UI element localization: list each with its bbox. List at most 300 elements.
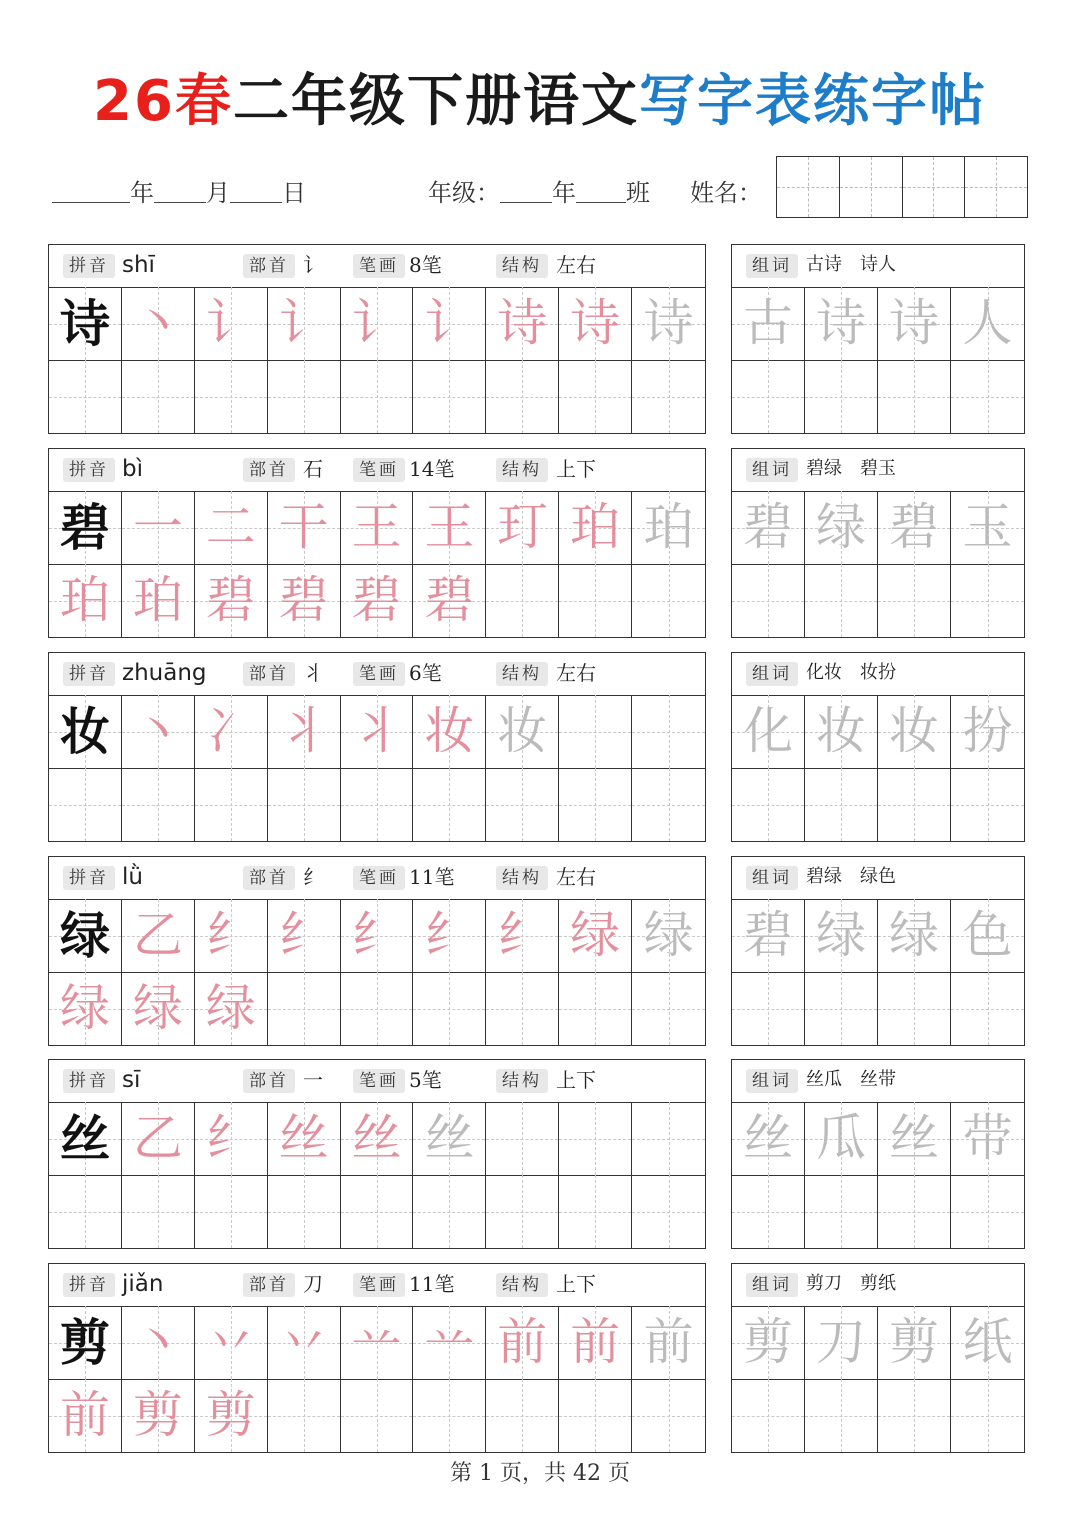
grid-cell[interactable] [559,1379,632,1452]
grid-cell[interactable] [195,287,268,360]
grid-cell[interactable] [805,768,878,841]
words-label: 组词 [746,866,798,890]
grid-cell[interactable] [805,1306,878,1379]
grid-cell[interactable] [413,491,486,564]
stroke-order-step: 纟 [497,906,548,964]
grid-cell[interactable] [341,564,414,637]
grid-cell[interactable] [268,491,341,564]
grid-cell[interactable] [413,972,486,1045]
grid-cell[interactable] [268,1175,341,1248]
radical-label: 部首 [243,1069,295,1093]
grid-cell[interactable] [632,564,705,637]
grid-cell[interactable] [413,1306,486,1379]
stroke-order-step: 珀 [643,498,694,556]
grid-cell[interactable] [486,899,559,972]
grid-cell[interactable] [878,1306,951,1379]
radical-label: 部首 [243,1273,295,1297]
grid-cell[interactable] [49,1175,122,1248]
grid-cell[interactable] [122,1102,195,1175]
grid-cell[interactable] [486,287,559,360]
grid-cell[interactable] [632,1102,705,1175]
grid-row [49,695,705,769]
word-info-bar [732,245,1024,288]
pinyin-value: bì [122,456,143,482]
grid-cell[interactable] [732,1379,805,1452]
grid-cell[interactable] [268,972,341,1045]
pinyin-label: 拼音 [63,1069,115,1093]
grid-cell[interactable] [805,1102,878,1175]
structure-label: 结构 [496,254,548,278]
grid-cell[interactable] [805,1379,878,1452]
grid-cell[interactable] [195,1175,268,1248]
grid-cell[interactable] [559,1175,632,1248]
word-trace-character: 绿 [889,906,939,964]
grade-blank[interactable] [500,180,552,203]
grid-cell[interactable] [632,1379,705,1452]
grid-cell[interactable] [559,899,632,972]
grid-cell[interactable] [805,287,878,360]
stroke-order-step: 一 [132,498,183,556]
name-label: 姓名： [690,179,762,207]
stroke-order-step: 干 [278,498,329,556]
word-panel [731,1059,1025,1249]
grid-cell[interactable] [486,360,559,433]
month-char: 月 [206,179,230,207]
grid-cell[interactable] [805,1175,878,1248]
grid-row [49,287,705,361]
word-trace-character: 带 [962,1109,1013,1167]
word-trace-character: 妆 [816,702,866,760]
grid-cell[interactable] [122,695,195,768]
grid-cell[interactable] [951,287,1024,360]
stroke-order-step: 剪 [132,1386,183,1444]
grid-cell[interactable] [341,360,414,433]
grid-cell[interactable] [486,768,559,841]
character-info-bar [49,653,705,696]
grid-cell[interactable] [195,972,268,1045]
grid-cell[interactable] [951,768,1024,841]
model-character: 妆 [59,702,110,761]
grid-cell[interactable] [878,287,951,360]
stroke-order-step: 丝 [351,1109,402,1167]
grid-cell[interactable] [341,1102,414,1175]
grid-cell[interactable] [951,695,1024,768]
grid-cell[interactable] [732,1102,805,1175]
word-writing-grid [732,287,1024,433]
stroke-order-step: 丶 [132,1313,183,1371]
grid-row [732,972,1024,1045]
grid-cell[interactable] [486,1379,559,1452]
grid-cell[interactable] [878,1379,951,1452]
grid-cell[interactable] [951,1306,1024,1379]
page-title [0,62,1080,142]
word-trace-character: 诗 [889,294,939,352]
word-writing-grid [732,491,1024,637]
grid-cell[interactable] [878,1175,951,1248]
grid-cell[interactable] [413,899,486,972]
grid-cell[interactable] [732,1306,805,1379]
pinyin-label: 拼音 [63,866,115,890]
stroke-order-step: 前 [643,1313,694,1371]
writing-grid [49,695,705,841]
grid-cell[interactable] [341,287,414,360]
stroke-order-step: 妆 [424,702,475,760]
grid-cell[interactable] [559,287,632,360]
stroke-order-step: 纟 [205,1109,256,1167]
year-blank[interactable] [52,180,130,203]
stroke-order-step: 丷 [278,1313,329,1371]
grid-cell[interactable] [878,491,951,564]
radical-value: 一 [303,1068,323,1092]
grid-cell[interactable] [951,564,1024,637]
stroke-order-step: 讠 [278,294,329,352]
grid-cell[interactable] [559,564,632,637]
grid-cell[interactable] [805,360,878,433]
word-trace-character: 化 [743,702,793,760]
words-value: 古诗 诗人 [806,254,896,275]
strokes-value: 6笔 [409,661,442,685]
grid-cell[interactable] [632,1306,705,1379]
grid-cell[interactable] [732,972,805,1045]
grid-cell[interactable] [341,899,414,972]
grid-cell[interactable] [341,1175,414,1248]
grid-cell[interactable] [341,695,414,768]
structure-value: 左右 [556,865,596,889]
name-cell[interactable] [777,157,840,217]
grid-cell[interactable] [195,491,268,564]
grid-cell[interactable] [805,695,878,768]
grid-cell[interactable] [632,491,705,564]
stroke-order-step: 冫 [205,702,256,760]
grid-row [732,1175,1024,1248]
grid-cell[interactable] [341,768,414,841]
radical-value: 刀 [303,1272,323,1296]
grid-cell[interactable] [413,695,486,768]
stroke-order-step: 丝 [424,1109,475,1167]
grid-cell[interactable] [49,1102,122,1175]
grid-cell[interactable] [559,1102,632,1175]
model-character: 剪 [59,1313,110,1372]
word-trace-character: 碧 [889,498,939,556]
structure-value: 上下 [556,457,596,481]
grid-cell[interactable] [49,1306,122,1379]
name-grid[interactable] [776,156,1028,218]
radical-value: 讠 [303,253,323,277]
grid-cell[interactable] [341,1306,414,1379]
pinyin-label: 拼音 [63,662,115,686]
word-panel [731,1263,1025,1453]
grid-cell[interactable] [49,1379,122,1452]
grid-cell[interactable] [49,564,122,637]
grid-cell[interactable] [559,768,632,841]
grid-row [49,564,705,637]
word-panel [731,652,1025,842]
grid-cell[interactable] [268,768,341,841]
grid-row [49,1306,705,1380]
grid-cell[interactable] [413,1102,486,1175]
grid-row [732,1102,1024,1176]
stroke-order-step: 碧 [424,571,475,629]
grid-cell[interactable] [122,1175,195,1248]
stroke-order-step: 讠 [351,294,402,352]
grid-row [49,491,705,565]
grid-cell[interactable] [195,1102,268,1175]
grid-cell[interactable] [122,1306,195,1379]
structure-value: 上下 [556,1068,596,1092]
radical-label: 部首 [243,254,295,278]
stroke-order-step: 诗 [497,294,548,352]
grid-row [49,1175,705,1248]
radical-value: 石 [303,457,323,481]
grid-cell[interactable] [878,899,951,972]
grid-cell[interactable] [49,768,122,841]
word-info-bar [732,653,1024,696]
grid-cell[interactable] [268,360,341,433]
stroke-order-step: 䒑 [351,1313,402,1371]
grid-cell[interactable] [632,768,705,841]
grid-cell[interactable] [951,1102,1024,1175]
grid-cell[interactable] [413,1175,486,1248]
model-character: 碧 [59,498,110,557]
grid-cell[interactable] [195,1379,268,1452]
grid-cell[interactable] [732,899,805,972]
grid-row [732,695,1024,769]
grid-cell[interactable] [413,768,486,841]
word-trace-character: 人 [962,294,1013,352]
stroke-order-step: 王 [424,498,475,556]
pinyin-value: zhuāng [122,660,207,686]
grid-cell[interactable] [632,1175,705,1248]
grid-cell[interactable] [878,1102,951,1175]
grid-cell[interactable] [122,972,195,1045]
grid-cell[interactable] [951,899,1024,972]
strokes-value: 5笔 [409,1068,442,1092]
strokes-label: 笔画 [353,254,405,278]
strokes-value: 8笔 [409,253,442,277]
grid-cell[interactable] [559,360,632,433]
grid-cell[interactable] [122,564,195,637]
grid-cell[interactable] [632,287,705,360]
word-trace-character: 色 [962,906,1013,964]
grid-cell[interactable] [732,695,805,768]
model-character: 绿 [59,906,110,965]
grid-cell[interactable] [486,972,559,1045]
stroke-order-step: 妆 [497,702,548,760]
grade-label: 年级： [428,179,500,207]
stroke-order-step: 丶 [132,702,183,760]
grid-cell[interactable] [951,972,1024,1045]
grid-cell[interactable] [49,287,122,360]
strokes-label: 笔画 [353,662,405,686]
stroke-order-step: 前 [59,1386,110,1444]
words-value: 碧绿 碧玉 [806,458,896,479]
words-value: 丝瓜 丝带 [806,1069,896,1090]
grid-cell[interactable] [951,1175,1024,1248]
character-info-bar [49,1264,705,1307]
word-trace-character: 绿 [816,498,866,556]
day-blank[interactable] [230,180,282,203]
grid-cell[interactable] [49,360,122,433]
character-panel [48,652,706,842]
grid-cell[interactable] [878,768,951,841]
word-info-bar [732,1264,1024,1307]
grid-cell[interactable] [732,287,805,360]
year-char: 年 [130,179,154,207]
character-info-bar [49,449,705,492]
radical-label: 部首 [243,662,295,686]
grid-cell[interactable] [805,899,878,972]
grid-cell[interactable] [413,564,486,637]
word-info-bar [732,449,1024,492]
stroke-order-step: 丬 [278,702,329,760]
grid-cell[interactable] [268,1379,341,1452]
pinyin-label: 拼音 [63,254,115,278]
grid-cell[interactable] [268,287,341,360]
class-blank[interactable] [576,180,626,203]
grid-cell[interactable] [732,768,805,841]
grid-cell[interactable] [878,564,951,637]
word-trace-character: 丝 [743,1109,793,1167]
grid-cell[interactable] [268,899,341,972]
stroke-order-step: 碧 [351,571,402,629]
grid-cell[interactable] [805,564,878,637]
grid-cell[interactable] [632,972,705,1045]
grid-cell[interactable] [805,491,878,564]
grade-char: 年 [552,179,576,207]
word-trace-character: 刀 [816,1313,866,1371]
month-blank[interactable] [154,180,206,203]
grade-line [428,176,650,210]
grid-cell[interactable] [413,287,486,360]
grid-cell[interactable] [486,491,559,564]
grid-cell[interactable] [632,695,705,768]
grid-cell[interactable] [341,1379,414,1452]
grid-cell[interactable] [195,564,268,637]
grid-cell[interactable] [341,972,414,1045]
page-footer: 第 1 页，共 42 页 [450,1461,630,1486]
name-cell[interactable] [903,157,966,217]
structure-label: 结构 [496,662,548,686]
grid-cell[interactable] [486,1175,559,1248]
stroke-order-step: 绿 [643,906,694,964]
grid-cell[interactable] [122,1379,195,1452]
grid-cell[interactable] [951,1379,1024,1452]
name-cell[interactable] [965,157,1027,217]
grid-cell[interactable] [122,899,195,972]
word-trace-character: 扮 [962,702,1013,760]
stroke-order-step: 珀 [59,571,110,629]
grid-cell[interactable] [559,695,632,768]
stroke-order-step: 绿 [59,979,110,1037]
grid-cell[interactable] [632,360,705,433]
grid-cell[interactable] [732,1175,805,1248]
strokes-value: 14笔 [409,457,455,481]
stroke-order-step: 乙 [132,906,183,964]
grid-cell[interactable] [732,564,805,637]
grid-cell[interactable] [49,491,122,564]
words-value: 碧绿 绿色 [806,866,896,887]
grid-cell[interactable] [195,360,268,433]
grid-cell[interactable] [805,972,878,1045]
title-part-number: 26春 [93,69,233,134]
stroke-order-step: 绿 [132,979,183,1037]
grid-cell[interactable] [732,491,805,564]
structure-label: 结构 [496,458,548,482]
title-part-subject: 写字表练字帖 [638,69,987,134]
grid-cell[interactable] [486,695,559,768]
character-panel [48,856,706,1046]
grid-cell[interactable] [268,1306,341,1379]
grid-cell[interactable] [486,564,559,637]
character-panel [48,448,706,638]
grid-row [732,899,1024,973]
grid-cell[interactable] [268,1102,341,1175]
character-panel [48,1263,706,1453]
pinyin-value: jiǎn [122,1271,164,1297]
grid-cell[interactable] [413,360,486,433]
radical-label: 部首 [243,458,295,482]
word-trace-character: 绿 [816,906,866,964]
grid-cell[interactable] [632,899,705,972]
grid-cell[interactable] [486,1306,559,1379]
grid-cell[interactable] [195,899,268,972]
name-cell[interactable] [840,157,903,217]
writing-grid [49,491,705,637]
word-panel [731,856,1025,1046]
grid-cell[interactable] [878,972,951,1045]
grid-cell[interactable] [268,695,341,768]
grid-row [732,491,1024,565]
grid-cell[interactable] [122,287,195,360]
grid-cell[interactable] [559,491,632,564]
structure-value: 左右 [556,253,596,277]
grid-cell[interactable] [195,768,268,841]
grid-cell[interactable] [951,491,1024,564]
word-trace-character: 妆 [889,702,939,760]
grid-cell[interactable] [341,491,414,564]
grid-cell[interactable] [122,491,195,564]
grid-cell[interactable] [122,768,195,841]
grid-row [49,360,705,433]
grid-cell[interactable] [49,972,122,1045]
grid-cell[interactable] [951,360,1024,433]
grid-cell[interactable] [559,1306,632,1379]
stroke-order-step: 绿 [205,979,256,1037]
character-panel [48,1059,706,1249]
grid-row [732,768,1024,841]
grid-cell[interactable] [195,1306,268,1379]
grid-row [49,768,705,841]
grid-cell[interactable] [413,1379,486,1452]
stroke-order-step: 纟 [351,906,402,964]
strokes-value: 11笔 [409,865,455,889]
grid-cell[interactable] [878,695,951,768]
grid-cell[interactable] [195,695,268,768]
grid-cell[interactable] [559,972,632,1045]
grid-cell[interactable] [486,1102,559,1175]
grid-cell[interactable] [122,360,195,433]
grid-cell[interactable] [49,899,122,972]
structure-label: 结构 [496,1273,548,1297]
grid-cell[interactable] [268,564,341,637]
stroke-order-step: 玎 [497,498,548,556]
words-label: 组词 [746,458,798,482]
class-char: 班 [626,179,650,207]
grid-cell[interactable] [732,360,805,433]
grid-cell[interactable] [878,360,951,433]
stroke-order-step: 讠 [205,294,256,352]
grid-cell[interactable] [49,695,122,768]
